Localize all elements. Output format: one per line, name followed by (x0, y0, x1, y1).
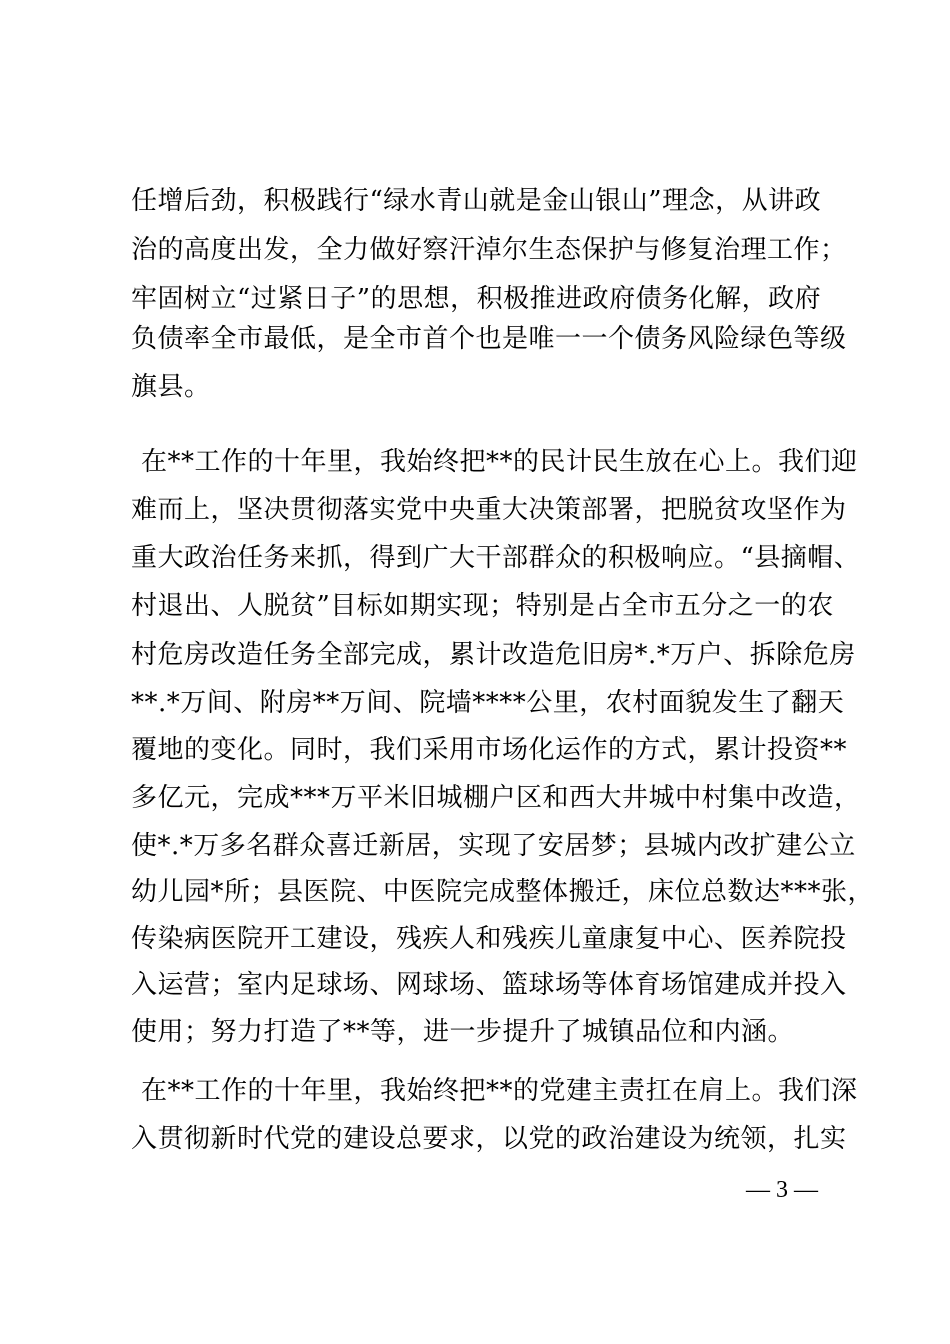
paragraph-2-line-10: 幼儿园*所；县医院、中医院完成整体搬迁，床位总数达***张， (131, 877, 875, 907)
paragraph-3-line-1: 在**工作的十年里，我始终把**的党建主责扛在肩上。我们深 (141, 1076, 858, 1106)
page-number: — 3 — (746, 1177, 818, 1203)
paragraph-2-line-9: 使*.*万多名群众喜迁新居，实现了安居梦；县城内改扩建公立 (131, 831, 856, 861)
paragraph-1-line-3: 牢固树立“过紧日子”的思想，积极推进政府债务化解，政府 (131, 284, 822, 314)
paragraph-2-line-12: 入运营；室内足球场、网球场、篮球场等体育场馆建成并投入 (131, 970, 847, 1000)
paragraph-2-line-5: 村危房改造任务全部完成，累计改造危旧房*.*万户、拆除危房 (131, 640, 856, 670)
paragraph-1-line-2: 治的高度出发，全力做好察汗淖尔生态保护与修复治理工作； (131, 235, 847, 265)
paragraph-2-line-8: 多亿元，完成***万平米旧城棚户区和西大井城中村集中改造， (131, 783, 861, 813)
paragraph-2-line-1: 在**工作的十年里，我始终把**的民计民生放在心上。我们迎 (141, 447, 858, 477)
paragraph-2-line-11: 传染病医院开工建设，残疾人和残疾儿童康复中心、医养院投 (131, 924, 847, 954)
paragraph-2-line-3: 重大政治任务来抓，得到广大干部群众的积极响应。“县摘帽、 (131, 543, 861, 573)
paragraph-1-line-4: 负债率全市最低，是全市首个也是唯一一个债务风险绿色等级 (131, 324, 847, 354)
paragraph-2-line-2: 难而上，坚决贯彻落实党中央重大决策部署，把脱贫攻坚作为 (131, 495, 847, 525)
paragraph-3-line-2: 入贯彻新时代党的建设总要求，以党的政治建设为统领，扎实 (131, 1124, 847, 1154)
paragraph-2-line-6: **.*万间、附房**万间、院墙****公里，农村面貌发生了翻天 (131, 688, 845, 718)
paragraph-1-line-5: 旗县。 (131, 372, 211, 402)
paragraph-1-line-1: 任增后劲，积极践行“绿水青山就是金山银山”理念，从讲政 (131, 186, 822, 216)
paragraph-2-line-13: 使用；努力打造了**等，进一步提升了城镇品位和内涵。 (131, 1017, 795, 1047)
paragraph-2-line-4: 村退出、人脱贫”目标如期实现；特别是占全市五分之一的农 (131, 591, 834, 621)
paragraph-2-line-7: 覆地的变化。同时，我们采用市场化运作的方式，累计投资** (131, 735, 848, 765)
